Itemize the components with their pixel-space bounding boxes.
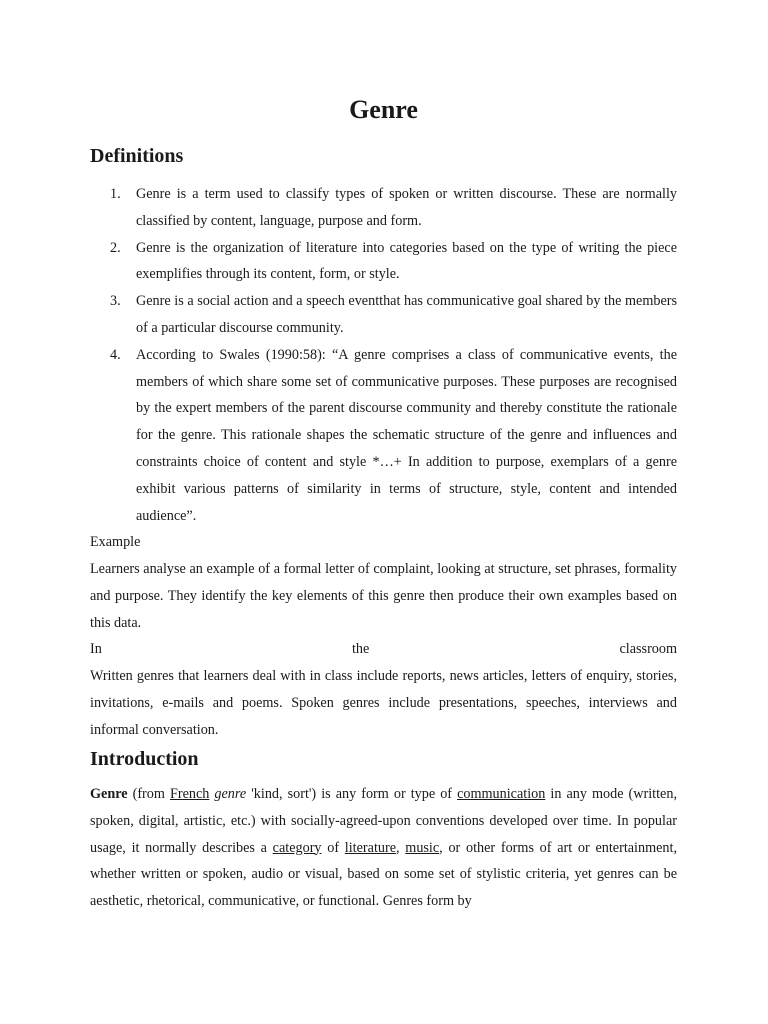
link-communication[interactable]: communication [457, 786, 546, 802]
link-music[interactable]: music [405, 839, 440, 856]
definition-number: 1. [110, 186, 121, 202]
definitions-list [90, 181, 677, 529]
intro-text: of [321, 839, 345, 856]
link-literature[interactable]: literature [344, 839, 396, 856]
page-title: Genre [349, 95, 418, 124]
example-paragraph: Learners analyse an example of a formal letter of complaint, looking at structure, set phrases, formality and purpose. They identify the key elements of this genre then produce their own examples based on this data. [90, 561, 677, 631]
introduction-heading: Introduction [90, 748, 199, 770]
definition-item [90, 181, 677, 235]
intro-term: Genre [90, 786, 128, 802]
intro-text: , [396, 839, 406, 856]
intro-word-genre: genre [214, 786, 247, 802]
introduction-paragraph [90, 781, 677, 915]
definition-number: 4. [110, 346, 121, 363]
definition-text: According to Swales (1990:58): “A genre comprises a class of communicative events, the members of which share some set of communicative purposes. These purposes are recognised by the expert members of the parent discourse community and thereby constitute the rationale for the genre. This rationale shapes the schematic structure of the genre and influences and constraints choice of content and style *…+ In addition to purpose, exemplars of a genre exhibit various patterns of similarity in terms of structure, style, content and intended audience”. [136, 346, 677, 524]
definition-number: 2. [110, 239, 121, 256]
classroom-word: classroom [619, 641, 678, 657]
intro-text: , or other forms of art or entertainment, whether written or spoken, audio or visual, based on some set of stylistic criteria, yet genres can be aesthetic, rhetorical, communicative, or functional. Genres form by [90, 839, 678, 910]
definition-number: 3. [110, 293, 121, 310]
classroom-word: In [90, 641, 102, 657]
definition-item [90, 235, 677, 289]
example-label: Example [90, 534, 141, 550]
intro-text: 'kind, sort') is any form or type of [246, 786, 458, 802]
definitions-heading: Definitions [90, 145, 184, 167]
definition-text: Genre is a term used to classify types of spoken or written discourse. These are normally classified by content, language, purpose and form. [136, 186, 677, 229]
classroom-subheading [90, 636, 677, 663]
classroom-word: the [351, 641, 370, 657]
definition-text: Genre is a social action and a speech eventthat has communicative goal shared by the members of a particular discourse community. [136, 293, 677, 336]
definition-text: Genre is the organization of literature into categories based on the type of writing the piece exemplifies through its content, form, or style. [136, 239, 677, 283]
link-french[interactable]: French [169, 786, 210, 802]
definition-item [90, 288, 677, 342]
link-category[interactable]: category [272, 839, 322, 856]
definition-item [90, 342, 677, 530]
intro-text: in any mode (written, spoken, digital, artistic, etc.) with socially-agreed-upon conventions developed over time. In popular usage, it normally describes a [90, 786, 677, 856]
intro-text: (from [127, 786, 170, 802]
written-genres-paragraph: Written genres that learners deal with in class include reports, news articles, letters of enquiry, stories, invitations, e-mails and poems. Spoken genres include presentations, speeches, interviews and informal conversation. [90, 668, 677, 738]
